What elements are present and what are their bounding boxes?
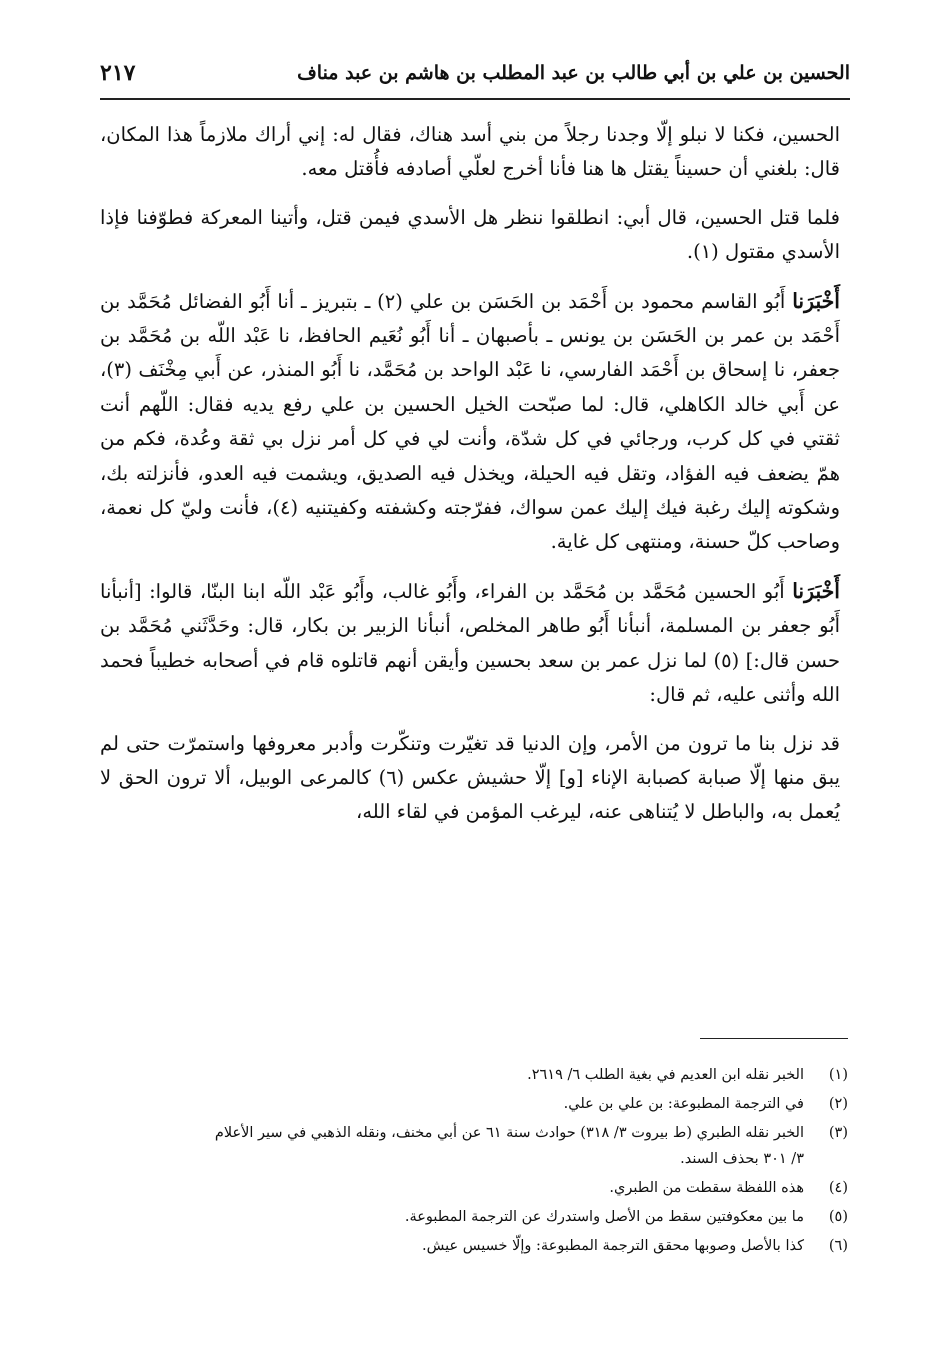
page-number: ٢١٧ — [100, 60, 136, 86]
footnote-number: (٥) — [828, 1209, 848, 1225]
footnote-text: في الترجمة المطبوعة: بن علي بن علي. — [563, 1096, 804, 1112]
footnote-number: (٤) — [828, 1180, 848, 1196]
footnotes — [100, 1062, 848, 1262]
footnote-text: الخبر نقله الطبري (ط بيروت ٣/ ٣١٨) حوادث سنة ٦١ عن أبي مخنف، ونقله الذهبي في سير الأعلام — [214, 1125, 804, 1141]
footnote-text: هذه اللفظة سقطت من الطبري. — [609, 1180, 804, 1196]
footnote-number: (٣) — [828, 1125, 848, 1141]
main-text — [100, 118, 840, 830]
footnote-text-continuation: ٣/ ٣٠١ بحذف السند. — [680, 1151, 804, 1167]
paragraph-1: الحسين، فكنا لا نبلو إلّا وجدنا رجلاً من بني أسد هناك، فقال له: إني أراك ملازماً هذا المكان، قال: بلغني أن حسيناً يقتل ها هنا فأنا أخرج لعلّي أصادفه فأُقتل معه. — [100, 123, 840, 181]
footnote-text: الخبر نقله ابن العديم في بغية الطلب ٦/ ٢٦١٩. — [527, 1067, 804, 1083]
footnote-number: (١) — [828, 1067, 848, 1083]
running-title: الحسين بن علي بن أبي طالب بن عبد المطلب بن هاشم بن عبد مناف — [297, 62, 850, 84]
footnote — [100, 1204, 848, 1230]
page-header — [100, 50, 850, 100]
footnote-number: (٢) — [828, 1096, 848, 1112]
footnote-number: (٦) — [828, 1238, 848, 1254]
footnote — [100, 1091, 848, 1117]
footnote-text-block — [100, 1120, 804, 1172]
footnote-separator — [700, 1038, 848, 1039]
paragraph-4-lead-word: أَخْبَرَنا — [792, 578, 841, 603]
paragraph-3-text: أَبُو القاسم محمود بن أَحْمَد بن الحَسَن بن علي (٢) ـ بتبريز ـ أنا أَبُو الفضائل مُحَمَّد بن أَحْمَد بن عمر بن الحَسَن بن يونس ـ بأصبهان ـ أنا أَبُو نُعَيم الحافظ، نا عَبْد اللّه بن مُحَمَّد بن جعفر، نا إسحاق بن أَحْمَد الفارسي، نا عَبْد الواحد بن مُحَمَّد، نا أَبُو المنذر، عن أَبي مِخْنَف (٣)، عن أَبي خالد الكاهلي، قال: لما صبّحت الخيل الحسين بن علي رفع يديه فقال: اللّهم أنت ثقتي في كل كرب، ورجائي في كل شدّة، وأنت لي في كل أمر نزل بي ثقة وعُدة، فكم من همّ يضعف فيه الفؤاد، وتقل فيه الحيلة، ويخذل فيه الصديق، ويشمت فيه العدو، فأنزلته بك، وشكوته إليك رغبة فيك إليك عمن سواك، ففرّجته وكشفته وكفيتنيه (٤)، فأنت وليّ كل نعمة، وصاحب كلّ حسنة، ومنتهى كل غاية. — [100, 289, 840, 554]
paragraph-3-lead-word: أَخْبَرَنا — [792, 288, 841, 313]
paragraph-2: فلما قتل الحسين، قال أبي: انطلقوا ننظر هل الأسدي فيمن قتل، وأتينا المعركة فطوّفنا فإذا الأسدي مقتول (١). — [100, 205, 840, 264]
paragraph-4-text: أَبُو الحسين مُحَمَّد بن مُحَمَّد بن الفراء، وأَبُو غالب، وأَبُو عَبْد اللّه ابنا البنّا، قالوا: [أنبأنا أَبُو جعفر بن المسلمة، أنبأنا أَبُو طاهر المخلص، أنبأنا الزبير بن بكار، قال: وحَدَّثَني مُحَمَّد بن حسن قال:] (٥) لما نزل عمر بن سعد بحسين وأيقن أنهم قاتلوه قام في أصحابه خطيباً فحمد الله وأثنى عليه، ثم قال: — [100, 579, 840, 707]
footnote-text: كذا بالأصل وصوبها محقق الترجمة المطبوعة: وإلّا خسيس عيش. — [422, 1238, 804, 1254]
footnote-text: ما بين معكوفتين سقط من الأصل واستدرك عن الترجمة المطبوعة. — [404, 1209, 804, 1225]
footnote — [100, 1233, 848, 1259]
paragraph-4 — [100, 574, 840, 713]
footnote — [100, 1175, 848, 1201]
footnote — [100, 1120, 848, 1172]
footnote — [100, 1062, 848, 1088]
paragraph-5: قد نزل بنا ما ترون من الأمر، وإن الدنيا قد تغيّرت وتنكّرت وأدبر معروفها واستمرّت حتى لم يبق منها إلّا صبابة كصبابة الإناء [و] إلّا حشيش عكس (٦) كالمرعى الوبيل، ألا ترون الحق لا يُعمل به، والباطل لا يُتناهى عنه، ليرغب المؤمن في لقاء الله، — [100, 731, 840, 824]
paragraph-3 — [100, 284, 840, 560]
